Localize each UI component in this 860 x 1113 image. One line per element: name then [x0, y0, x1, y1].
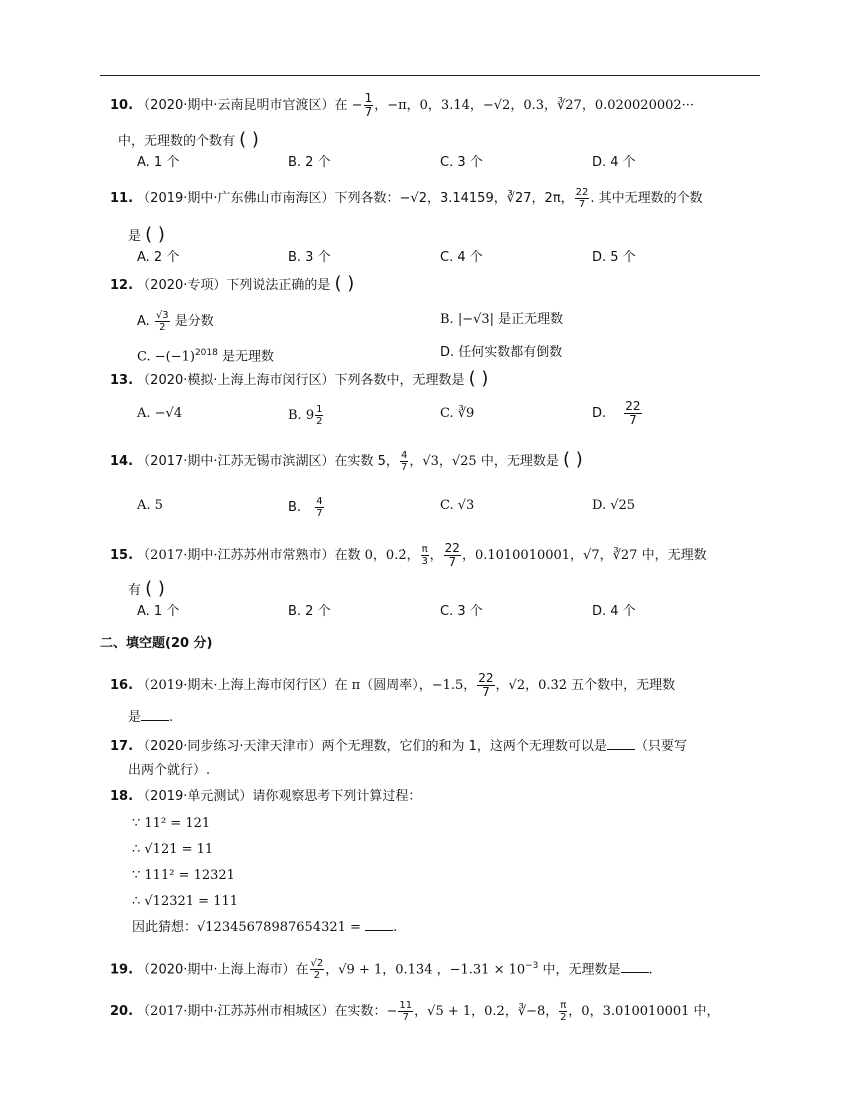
fraction: $\frac{√2}{2}$ — [310, 958, 324, 982]
question-10-line2 — [118, 130, 259, 152]
header-rule — [100, 75, 760, 76]
question-text: 有 — [128, 583, 142, 598]
question-text: （2017·期中·江苏无锡市滨湖区）在实数 5， — [137, 454, 399, 469]
question-15: 15. （2017·期中·江苏苏州市常熟市）在数 0，0.2̇， $\frac{\pi}{3}$ ， $\frac{22}{7}$ ，0.1010010001，√7，∛27 中，无理数 — [110, 541, 707, 569]
option-d[interactable]: D. 4 个 — [592, 155, 636, 170]
calc-step: ∵ 11² = 121 — [132, 816, 211, 831]
question-16: 16. （2019·期末·上海上海市闵行区）在 π（圆周率），−1.5， $\frac{22}{7}$ ，√2，0.3̇2̇ 五个数中，无理数 — [110, 671, 676, 699]
fraction: $\frac{11}{7}$ — [399, 1000, 413, 1023]
question-number: 13. — [110, 373, 134, 388]
question-11-line2 — [128, 225, 165, 247]
option-c[interactable]: C. ∛9 — [440, 406, 475, 421]
option-b[interactable]: B. $\frac{4}{7}$ — [288, 496, 323, 519]
question-source: （2020·期中·云南昆明市官渡区）在 — [137, 98, 348, 113]
option-b[interactable]: B. 2 个 — [288, 604, 331, 619]
question-number: 10. — [110, 98, 134, 113]
option-b[interactable]: B. 3 个 — [288, 250, 331, 265]
question-text: （2019·单元测试）请你观察思考下列计算过程： — [137, 789, 422, 804]
question-12 — [110, 274, 354, 296]
answer-paren: ( ) — [145, 224, 165, 245]
question-number: 16. — [110, 678, 134, 693]
option-b[interactable]: B. |−√3| 是正无理数 — [440, 312, 564, 327]
question-text: （2020·同步练习·天津天津市）两个无理数，它们的和为 1，这两个无理数可以是 — [137, 739, 607, 754]
question-18 — [110, 787, 421, 807]
question-17: 17. （2020·同步练习·天津天津市）两个无理数，它们的和为 1，这两个无理数可以是 （只要写 — [110, 739, 687, 754]
option-d[interactable]: D. $\frac{22}{7}$ — [592, 399, 641, 427]
calc-step: ∵ 111² = 12321 — [132, 868, 235, 883]
option-a[interactable]: A. 5 — [137, 498, 163, 513]
option-b[interactable]: B. 2 个 — [288, 155, 331, 170]
answer-paren: ( ) — [239, 129, 259, 150]
fraction: $\frac{√3}{2}$ — [155, 310, 169, 333]
option-d[interactable]: D. 4 个 — [592, 604, 636, 619]
question-17-line2: 出两个就行）. — [128, 763, 211, 778]
question-text: （2017·期中·江苏苏州市常熟市）在数 0，0.2̇， — [137, 548, 420, 563]
question-number: 20. — [110, 1004, 134, 1019]
answer-paren: ( ) — [562, 449, 583, 470]
option-d[interactable]: D. 任何实数都有倒数 — [440, 345, 563, 360]
answer-blank[interactable] — [607, 737, 635, 750]
option-a[interactable]: A. $\frac{√3}{2}$ 是分数 — [137, 310, 214, 333]
answer-paren: ( ) — [145, 578, 165, 599]
fraction: $\frac{22}{7}$ — [444, 541, 460, 569]
calc-step: ∴ √12321 = 111 — [132, 894, 239, 909]
question-14: 14. （2017·期中·江苏无锡市滨湖区）在实数 5， $\frac{4}{7}$ ，√3，√25 中，无理数是 ( ) — [110, 449, 583, 473]
option-b[interactable]: B. 9 $\frac{1}{2}$ — [288, 404, 323, 427]
question-number: 11. — [110, 191, 134, 206]
option-a[interactable]: A. 1 个 — [137, 604, 180, 619]
question-16-line2: 是 . — [128, 710, 174, 725]
question-19: 19. （2020·期中·上海上海市）在 $\frac{√2}{2}$ ，√9 + 1，0.13̇4̇ ，$-1.31 \times 10^{-3}$ 中，无理数是 . — [110, 958, 653, 982]
answer-blank[interactable] — [621, 960, 649, 973]
option-c[interactable]: C. 3 个 — [440, 604, 483, 619]
question-text: （2020·专项）下列说法正确的是 — [137, 278, 331, 293]
question-number: 19. — [110, 962, 134, 978]
question-15-line2 — [128, 579, 165, 601]
option-a[interactable]: A. 1 个 — [137, 155, 180, 170]
fraction: $\frac{22}{7}$ — [478, 671, 494, 699]
question-10 — [110, 92, 694, 119]
fraction: $\frac{\pi}{3}$ — [421, 544, 428, 567]
calc-step: ∴ √121 = 11 — [132, 842, 214, 857]
option-d[interactable]: D. √25 — [592, 498, 636, 513]
guess-line: 因此猜想：√12345678987654321 = . — [132, 920, 398, 935]
question-number: 15. — [110, 548, 134, 563]
fraction: $\frac{22}{7}$ — [625, 399, 641, 427]
section-heading: 二、填空题(20 分) — [100, 636, 213, 651]
option-d[interactable]: D. 5 个 — [592, 250, 636, 265]
question-text: 中，无理数的个数有 — [118, 134, 236, 149]
answer-paren: ( ) — [334, 273, 355, 294]
question-number: 18. — [110, 789, 134, 804]
question-number: 14. — [110, 454, 134, 469]
fraction: $\frac{\pi}{2}$ — [560, 1000, 567, 1023]
question-text-tail: . 其中无理数的个数 — [590, 191, 703, 206]
question-text: （2020·模拟·上海上海市闵行区）下列各数中，无理数是 — [137, 373, 465, 388]
fraction: $\frac{1}{2}$ — [316, 404, 323, 427]
option-c[interactable]: C. 3 个 — [440, 155, 483, 170]
option-c[interactable]: C. $-(-1)^{2018}$ 是无理数 — [137, 348, 274, 365]
question-text: （2020·期中·上海上海市）在 — [137, 962, 309, 978]
question-13 — [110, 369, 488, 391]
fraction: $\frac{4}{7}$ — [316, 496, 323, 519]
minus-sign: − — [351, 98, 363, 113]
answer-blank[interactable] — [141, 708, 169, 721]
fraction: $\frac{1}{7}$ — [364, 91, 373, 119]
option-a[interactable]: A. 2 个 — [137, 250, 180, 265]
fraction: $\frac{22}{7}$ — [575, 187, 589, 210]
question-text: （2019·期末·上海上海市闵行区）在 π（圆周率），−1.5， — [137, 678, 477, 693]
option-c[interactable]: C. √3 — [440, 498, 475, 513]
number-list: ，−π，0，3.14，−√2，0.3，∛27，0.020020002··· — [374, 98, 695, 113]
answer-paren: ( ) — [468, 368, 489, 389]
answer-blank[interactable] — [365, 918, 393, 931]
question-20: 20. （2017·期中·江苏苏州市相城区）在实数：− $\frac{11}{7}$ ，√5 + 1，0.2，∛−8， $\frac{\pi}{2}$ ，0，3.010010001 中， — [110, 1000, 720, 1023]
question-text: （2017·期中·江苏苏州市相城区）在实数：− — [137, 1004, 398, 1019]
question-number: 17. — [110, 739, 134, 754]
question-11 — [110, 187, 703, 210]
option-a[interactable]: A. −√4 — [137, 406, 183, 421]
fraction: $\frac{4}{7}$ — [400, 450, 408, 473]
question-text: （2019·期中·广东佛山市南海区）下列各数：−√2，3.14159，∛27，2π， — [137, 191, 574, 206]
question-text: 是 — [128, 229, 142, 244]
option-c[interactable]: C. 4 个 — [440, 250, 483, 265]
question-number: 12. — [110, 278, 134, 293]
